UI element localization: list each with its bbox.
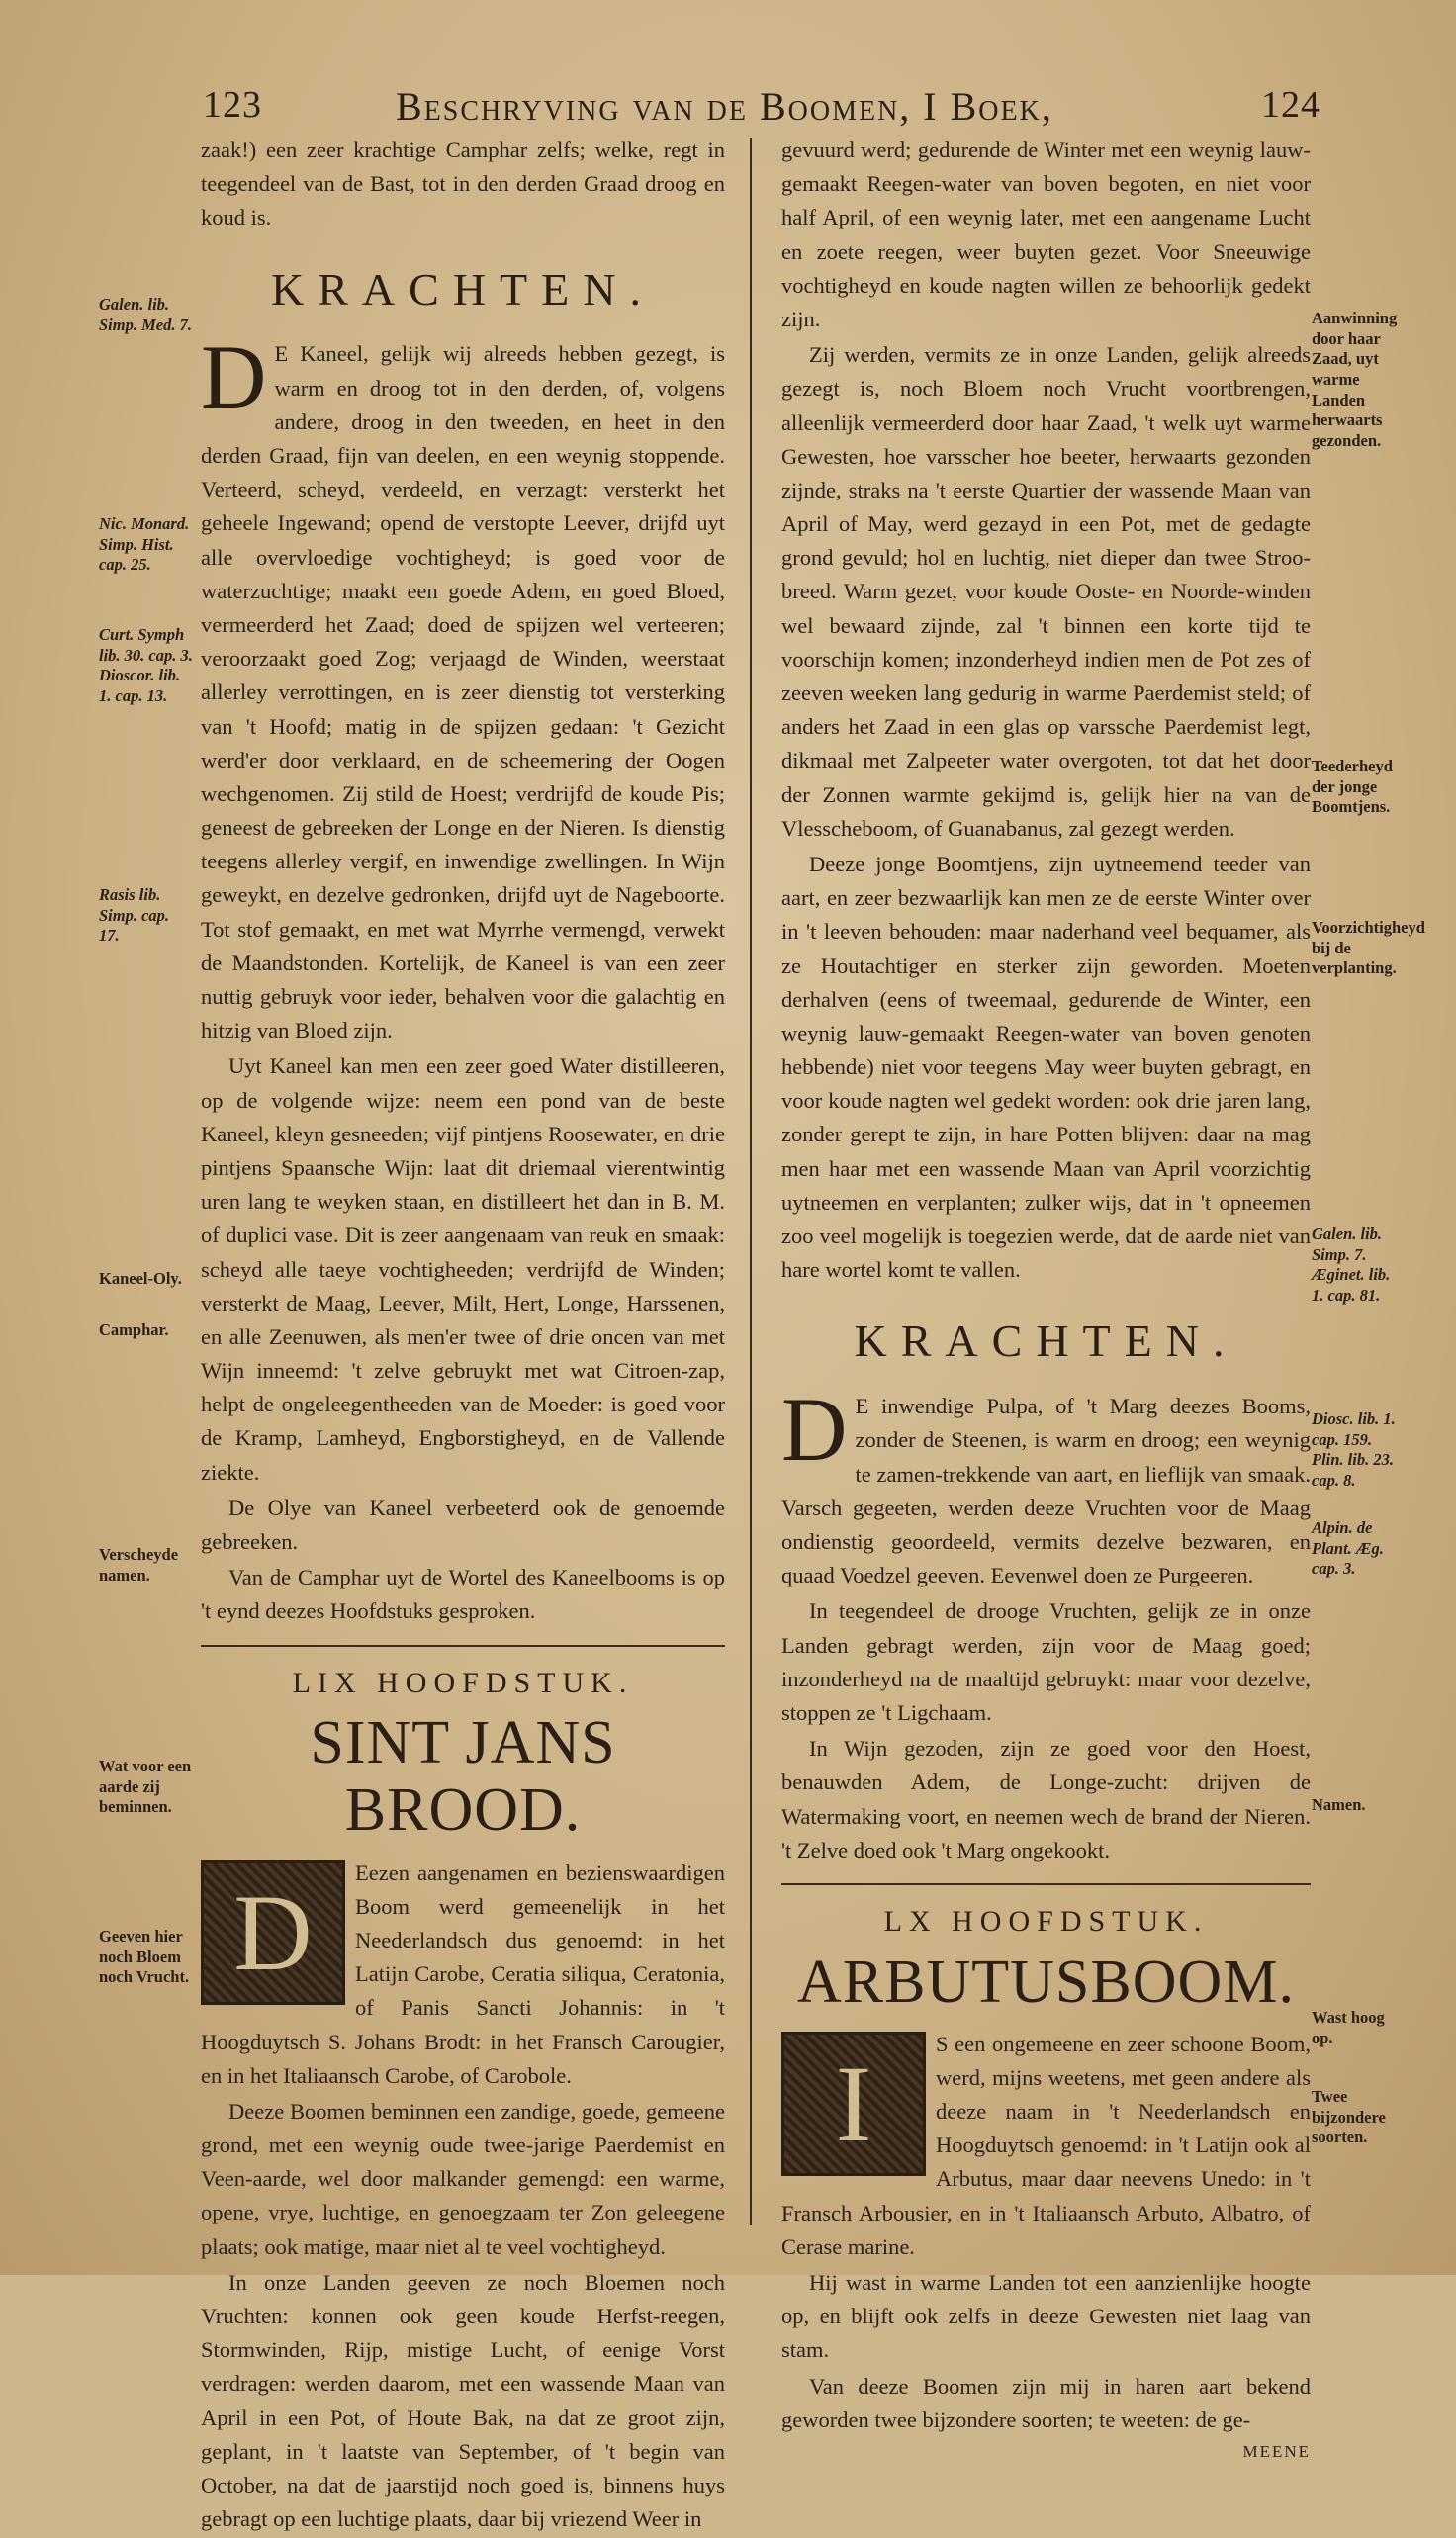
- right-krachten-para-3: In Wijn gezoden, zijn ze goed voor den Hoest, benauwden Adem, de Longe-zucht: drijven de Watermaking voort, en neemen wech de brand der Nieren. 't Zelve doed ook 't Marg ongekookt.: [781, 1736, 1311, 1862]
- right-krachten-para-2: In teegendeel de drooge Vruchten, gelijk ze in onze Landen gebragt werden, zijn voor de Maag goed; inzonderheyd na de maaltijd gebruykt: maar voor dezelve, stoppen ze 't Ligchaam.: [781, 1598, 1311, 1725]
- margin-note: Wat voor een aarde zij beminnen.: [99, 1757, 192, 1817]
- margin-note: Aanwinning door haar Zaad, uyt warme Landen herwaarts gezonden.: [1312, 309, 1398, 450]
- left-krachten-para-1: [201, 326, 725, 1047]
- margin-note: Camphar.: [99, 1320, 169, 1339]
- margin-note: Rasis lib. Simp. cap. 17.: [99, 885, 170, 946]
- right-krachten-heading: KRACHTEN.: [854, 1315, 1238, 1367]
- margin-note: Wast hoog op.: [1312, 2008, 1385, 2047]
- left-krachten-dropcap: D: [201, 326, 267, 428]
- left-krachten-para-3: De Olye van Kaneel verbeeterd ook de genoemde gebreeken.: [201, 1495, 725, 1555]
- margin-note: Voorzichtigheyd bij de verplanting.: [1312, 918, 1425, 978]
- left-section-rule: [201, 1645, 725, 1647]
- right-para-3: Deeze jonge Boomtjens, zijn uytneemend teeder van aart, en zeer bezwaarlijk kan men ze de eerste Winter over in 't leeven behouden: maar naderhand veel bequamer, als ze Houtachtiger en sterker zijn geworden. Moeten derhalven (eens of tweemaal, gedurende de Winter, een weynig lauw-gemaakt Reegen-water van boven genoten hebbende) niet voor teegens May weer buyten gebragt, en voor koude nagten wel gedekt worden: ook drie jaren lang, zonder gerept te zijn, in hare Potten blijven: daar na mag men haar met een wassende Maan van April voorzichtig uytneemen en verplanten; zulker wijs, dat in 't opneemen zoo veel mogelijk is toegezien werde, dat de aarde niet van hare wortel komt te vallen.: [781, 851, 1311, 1283]
- lx-chapter-heading: LX HOOFDSTUK.: [883, 1904, 1209, 1938]
- page-number-right: 124: [1261, 84, 1320, 126]
- running-title: Beschryving van de Boomen, I Boek,: [396, 84, 1053, 129]
- margin-note: Namen.: [1312, 1795, 1366, 1814]
- margin-note: Verscheyde namen.: [99, 1545, 179, 1585]
- right-column: [781, 134, 1311, 2465]
- lx-ornate-initial: I: [781, 2032, 926, 2176]
- right-krachten-para-1: [781, 1379, 1311, 1592]
- lix-para-2: Deeze Boomen beminnen een zandige, goede, gemeene grond, met een weynig oude twee-jarige Paerdemist en Veen-aarde, wel door malkander gemengd: een warme, opene, vrye, luchtige, en genoegzaam ter Zon geleegene plaats; ook matige, maar niet al te veel vochtigheyd.: [201, 2098, 725, 2259]
- lix-chapter-heading: LIX HOOFDSTUK.: [292, 1666, 634, 1699]
- margin-note: Twee bijzondere soorten.: [1312, 2087, 1386, 2147]
- page-number-left: 123: [203, 84, 262, 126]
- left-krachten-heading: KRACHTEN.: [271, 263, 655, 315]
- right-krachten-dropcap: D: [781, 1379, 848, 1481]
- right-para-2: Zij werden, vermits ze in onze Landen, gelijk alreeds gezegt is, noch Bloem noch Vrucht voortbrengen, alleenlijk vermeerderd door haar Zaad, 't welk uyt warme Gewesten, hoe varsscher hoe beeter, herwaarts gezonden zijnde, straks na 't eerste Quartier der wassende Maan van April of May, werd gezayd in een Pot, met de gedagte grond gevuld; hol en luchtig, niet dieper dan twee Stroo-breed. Warm gezet, voor koude Ooste- en Noorde-winden wel bewaard zijnde, zal 't binnen een korte tijd te voorschijn komen; inzonderheyd indien men de Pot zes of zeeven weeken lang gedurig in warme Paerdemist steld; of anders het Zaad in een glas op varssche Paerdemist legt, dikmaal met Zalpeeter water overgoten, tot dat het door der Zonnen warmte gekijmd is, gelijk hier na van de Vlesscheboom, of Guanabanus, zal gezegt werden.: [781, 342, 1311, 841]
- margin-note: Nic. Monard. Simp. Hist. cap. 25.: [99, 514, 190, 575]
- catchword: MEENE: [1242, 2441, 1311, 2461]
- lix-ornate-initial: D: [201, 1860, 345, 2005]
- margin-note: Galen. lib. Simp. 7. Æginet. lib. 1. cap. 81.: [1312, 1224, 1391, 1305]
- right-section-rule: [781, 1883, 1311, 1885]
- left-krachten-para-4: Van de Camphar uyt de Wortel des Kaneelbooms is op 't eynd deezes Hoofdstuks gesproken.: [201, 1565, 725, 1624]
- left-krachten-para-1-text: E Kaneel, gelijk wij alreeds hebben gezegt, is warm en droog tot in den derden, of, volgens andere, droog in den tweeden, en heet in den derden Graad, fijn van deelen, en een weynig stoppende. Verteerd, scheyd, verdeeld, en verzagt: versterkt het geheele Ingewand; opend de verstopte Leever, drijfd uyt alle overvloedige vochtigheyd; is goed voor de waterzuchtige; maakt een goede Adem, en goed Bloed, vermeerderd het Zaad; doed de spijzen wel verteeren; veroorzaakt goed Zog; verjaagd de Winden, weerstaat allerley verrottingen, en is zeer dienstig tot versterking van 't Hoofd; matig in de spijzen gedaan: 't Gezicht werd'er door verklaard, en de scheemering der Oogen wechgenomen. Zij stild de Hoest; verdrijfd de koude Pis; geneest de gebreeken der Longe en der Nieren. Is dienstig teegens allerley vergif, en inwendige zwellingen. In Wijn geweykt, en dezelve gedronken, drijfd uyt de Nageboorte. Tot stof gemaakt, en met wat Myrrhe vermengd, verwekt de Maandstonden. Kortelijk, de Kaneel is van een zeer nuttig gebruyk voor ieder, behalven voor die galachtig en hitzig van Bloed zijn.: [201, 341, 725, 1043]
- margin-note: Galen. lib. Simp. Med. 7.: [99, 295, 192, 334]
- lix-chapter-title: SINT JANS BROOD.: [310, 1709, 616, 1845]
- lx-para-2: Hij wast in warme Landen tot een aanzienlijke hoogte op, en blijft ook zelfs in deeze Gewesten niet laag van stam.: [781, 2270, 1311, 2363]
- margin-note: Geeven hier noch Bloem noch Vrucht.: [99, 1927, 190, 1987]
- right-para-1: gevuurd werd; gedurende de Winter met een weynig lauw-gemaakt Reegen-water van boven begoten, en niet voor half April, of een weynig later, met een aangename Lucht en zoete reegen, weer buyten gezet. Voor Sneeuwige vochtigheyd en koude nagten willen ze behoorlijk gedekt zijn.: [781, 137, 1311, 331]
- lix-para-1: [201, 1857, 725, 2093]
- left-intro: zaak!) een zeer krachtige Camphar zelfs; welke, regt in teegendeel van de Bast, tot in den derden Graad droog en koud is.: [201, 137, 725, 230]
- lx-chapter-title: ARBUTUSBOOM.: [797, 1948, 1295, 2016]
- lx-para-3: Van deeze Boomen zijn mij in haren aart bekend geworden twee bijzondere soorten; te weeten: de ge-: [781, 2373, 1311, 2432]
- column-divider: [750, 138, 752, 2225]
- left-krachten-para-2: Uyt Kaneel kan men een zeer goed Water distilleeren, op de volgende wijze: neem een pond van de beste Kaneel, kleyn gesneeden; vijf pintjens Roosewater, en drie pintjens Spaansche Wijn: laat dit driemaal vierentwintig uren lang te weyken staan, en distilleert het dan in B. M. of duplici vase. Dit is zeer aangenaam van reuk en smaak: scheyd alle taeye vochtigheeden; verdrijfd de Winden; versterkt de Maag, Leever, Milt, Hert, Longe, Harssenen, en alle Zeenuwen, als men'er twee of drie oncen van met Wijn inneemd: 't zelve gebruykt met wat Citroen-zap, helpt de ongeleegentheeden van de Moeder: is goed voor de Kramp, Lamheyd, Engborstigheyd, en de Vallende ziekte.: [201, 1053, 725, 1485]
- margin-note: Alpin. de Plant. Æg. cap. 3.: [1312, 1518, 1384, 1579]
- margin-note: Teederheyd der jonge Boomtjens.: [1312, 757, 1393, 817]
- lix-para-3: In onze Landen geeven ze noch Bloemen noch Vruchten: konnen ook geen koude Herfst-reegen, Stormwinden, Rijp, mistige Lucht, of eenige Vorst verdragen: werden daarom, met een wassende Maan van April in een Pot, of Houte Bak, na dat ze groot zijn, geplant, in 't laatste van September, of 't begin van October, na dat de jaarstijd noch goed is, binnens huys gebragt op een luchtige plaats, daar bij vriezend Weer in: [201, 2269, 725, 2532]
- margin-note: Diosc. lib. 1. cap. 159. Plin. lib. 23. cap. 8.: [1312, 1409, 1396, 1490]
- left-column: [201, 134, 725, 2538]
- margin-note: Curt. Symph lib. 30. cap. 3. Dioscor. lib. 1. cap. 13.: [99, 625, 193, 705]
- lx-para-1: [781, 2028, 1311, 2264]
- right-krachten-para-1-text: E inwendige Pulpa, of 't Marg deezes Booms, zonder de Steenen, is warm en droog; een weynig te zamen-trekkende van aart, en lieflijk van smaak. Varsch gegeeten, werden deeze Vruchten voor de Maag ondienstig geoordeeld, vermits dezelve bezwaren, en quaad Voedzel geeven. Eevenwel doen ze Purgeeren.: [781, 1394, 1311, 1588]
- margin-note: Kaneel-Oly.: [99, 1269, 182, 1288]
- lx-para-1-text: S een ongemeene en zeer schoone Boom, werd, mijns weetens, met geen andere als deeze naam in 't Neederlandsch en Hoogduytsch genoemd: in 't Latijn ook al Arbutus, maar daar neevens Unedo: in 't Fransch Arbousier, en in 't Italiaansch Arbuto, Albatro, of Cerase marine.: [781, 2031, 1311, 2259]
- lix-para-1-text: Eezen aangenamen en bezienswaardigen Boom werd gemeenelijk in het Neederlandsch dus genoemd: in het Latijn Carobe, Ceratia siliqua, Ceratonia, of Panis Sancti Johannis: in 't Hoogduytsch S. Johans Brodt: in het Fransch Carougier, en in het Italiaansch Carobe, of Carobole.: [201, 1859, 725, 2088]
